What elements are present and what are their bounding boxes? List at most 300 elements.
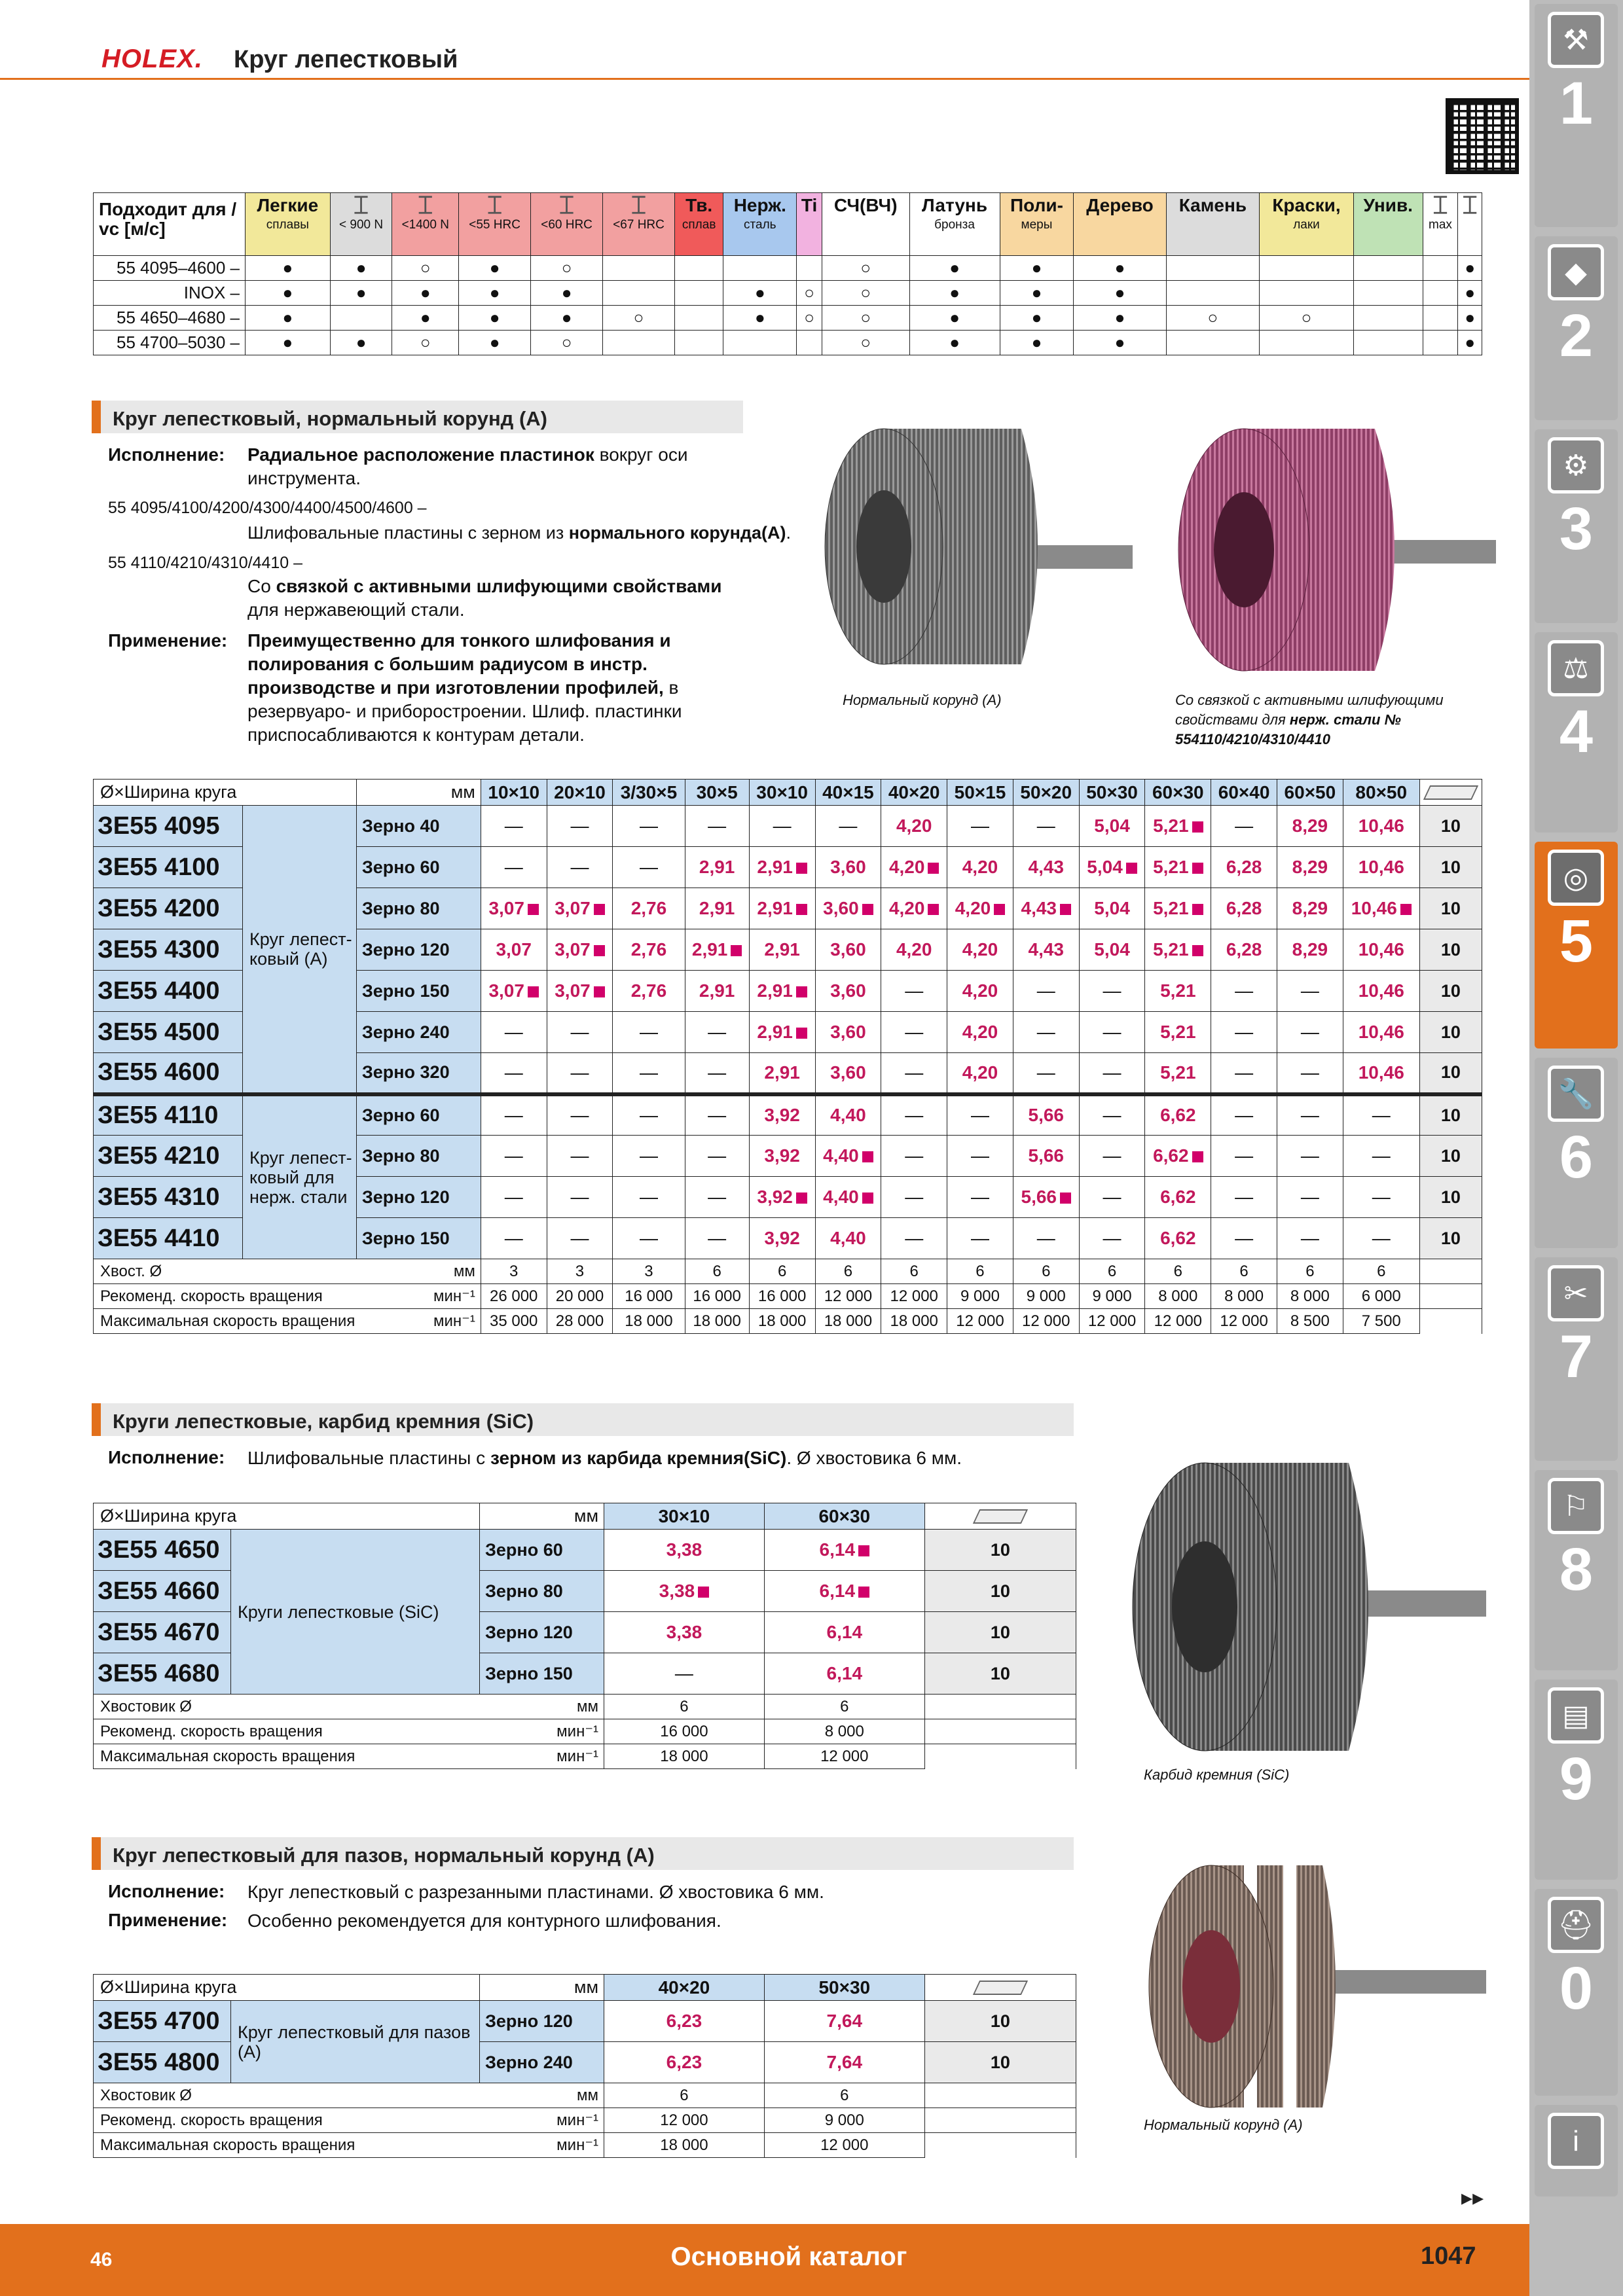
price-cell[interactable]	[1277, 1012, 1343, 1053]
price-cell[interactable]	[749, 847, 815, 888]
price-cell[interactable]	[947, 971, 1013, 1012]
price-cell[interactable]	[547, 971, 613, 1012]
compat-mark	[1353, 331, 1423, 355]
price-cell[interactable]	[1277, 929, 1343, 971]
price-value: —	[773, 816, 792, 836]
price-value: 6,62	[1160, 1105, 1196, 1126]
price-value: 6,62	[1160, 1187, 1196, 1207]
price-cell[interactable]	[1211, 1012, 1277, 1053]
price-cell[interactable]	[481, 1012, 547, 1053]
pack-qty: 10	[1419, 1094, 1482, 1136]
chapter-number: 8	[1559, 1536, 1594, 1603]
spec-label: Хвостовик Ø	[94, 1695, 480, 1719]
price-cell[interactable]	[749, 929, 815, 971]
price-cell[interactable]	[947, 1177, 1013, 1218]
sidebar-chapter-3[interactable]	[1535, 429, 1618, 623]
price-cell[interactable]	[947, 1012, 1013, 1053]
price-cell[interactable]	[749, 1012, 815, 1053]
order-number[interactable]	[94, 1612, 231, 1653]
price-value: —	[708, 1187, 727, 1207]
caption-inox: Со связкой с активными шлифующими свойствами для нерж. стали № 554110/4210/4310/4410	[1175, 692, 1444, 747]
price-cell[interactable]	[1079, 1094, 1145, 1136]
compat-mark: ●	[246, 306, 331, 331]
sidebar-chapter-0[interactable]	[1535, 1889, 1618, 2096]
price-cell[interactable]	[1013, 1094, 1079, 1136]
compat-mark: ○	[1260, 306, 1354, 331]
price-cell[interactable]	[764, 1612, 924, 1653]
price-cell[interactable]	[1145, 971, 1211, 1012]
price-cell[interactable]	[604, 2001, 765, 2042]
price-cell[interactable]	[481, 1218, 547, 1259]
price-cell[interactable]	[947, 1053, 1013, 1094]
price-cell[interactable]	[481, 1053, 547, 1094]
price-cell[interactable]	[815, 1012, 881, 1053]
compat-mark: ●	[1458, 331, 1482, 355]
price-cell[interactable]	[613, 1053, 685, 1094]
price-cell[interactable]	[1343, 806, 1419, 847]
price-cell[interactable]	[1277, 1136, 1343, 1177]
price-value: 2,76	[630, 898, 667, 918]
price-cell[interactable]	[1079, 1012, 1145, 1053]
sidebar-chapter-2[interactable]	[1535, 236, 1618, 420]
price-value: —	[1235, 1187, 1254, 1207]
price-cell[interactable]	[685, 1053, 749, 1094]
price-cell[interactable]	[1013, 847, 1079, 888]
price-cell[interactable]	[1211, 1094, 1277, 1136]
price-cell[interactable]	[685, 1012, 749, 1053]
order-number-text: 55 4500	[130, 1018, 220, 1046]
price-cell[interactable]	[1211, 1218, 1277, 1259]
price-cell[interactable]	[481, 1136, 547, 1177]
price-cell[interactable]	[1277, 847, 1343, 888]
price-cell[interactable]	[1211, 847, 1277, 888]
price-cell[interactable]	[881, 929, 947, 971]
compatibility-table	[93, 192, 1482, 355]
price-cell[interactable]	[881, 1218, 947, 1259]
price-cell[interactable]	[1079, 806, 1145, 847]
shaft-row	[94, 1259, 1482, 1284]
price-value: 3,07	[555, 939, 591, 960]
price-cell[interactable]	[1013, 888, 1079, 929]
price-cell[interactable]	[1013, 929, 1079, 971]
price-cell[interactable]	[749, 888, 815, 929]
price-cell[interactable]	[1079, 971, 1145, 1012]
price-cell[interactable]	[1211, 1177, 1277, 1218]
price-value: —	[504, 857, 523, 877]
price-cell[interactable]	[547, 1053, 613, 1094]
price-cell[interactable]	[749, 806, 815, 847]
brand-logo: HOLEX.	[101, 45, 203, 73]
price-cell[interactable]	[613, 806, 685, 847]
price-cell[interactable]	[1277, 1177, 1343, 1218]
price-cell[interactable]	[881, 1177, 947, 1218]
order-number[interactable]	[94, 1012, 243, 1053]
price-cell[interactable]	[1145, 888, 1211, 929]
price-cell[interactable]	[1145, 1136, 1211, 1177]
price-cell[interactable]	[947, 806, 1013, 847]
compat-mark: ●	[459, 331, 531, 355]
price-value: 4,20	[888, 857, 925, 877]
order-number[interactable]	[94, 2001, 231, 2042]
price-value: 2,91	[699, 857, 735, 877]
price-cell[interactable]	[1145, 929, 1211, 971]
price-cell[interactable]	[764, 2001, 924, 2042]
price-cell[interactable]	[1343, 1053, 1419, 1094]
price-value: —	[1036, 1228, 1055, 1248]
grain-label: Зерно 60	[480, 1530, 604, 1571]
price-cell[interactable]	[685, 888, 749, 929]
compat-mark: ●	[246, 281, 331, 306]
price-cell[interactable]	[481, 929, 547, 971]
price-value: —	[970, 816, 989, 836]
price-cell[interactable]	[1277, 971, 1343, 1012]
price-cell[interactable]	[1343, 1218, 1419, 1259]
price-cell[interactable]	[685, 1136, 749, 1177]
compat-col-6	[675, 193, 723, 256]
price-value: 5,21	[1153, 898, 1189, 918]
price-cell[interactable]	[604, 1571, 765, 1612]
price-cell[interactable]	[481, 847, 547, 888]
spec-value: 9 000	[1013, 1284, 1079, 1309]
price-cell[interactable]	[1013, 971, 1079, 1012]
size-col: 50×20	[1013, 780, 1079, 806]
next-page-arrows[interactable]: ▸▸	[1461, 2185, 1484, 2210]
stock-marker	[796, 904, 807, 915]
price-value: —	[905, 980, 924, 1001]
price-cell[interactable]	[1343, 1177, 1419, 1218]
price-cell[interactable]	[1211, 1136, 1277, 1177]
price-value: 3,60	[830, 1062, 866, 1083]
stock-marker	[698, 1587, 709, 1598]
price-cell[interactable]	[1079, 1218, 1145, 1259]
price-cell[interactable]	[1343, 929, 1419, 971]
caption-slot: Нормальный корунд (A)	[1144, 2117, 1303, 2133]
compat-col-sub: < 900 N	[339, 218, 384, 232]
compat-mark	[330, 306, 392, 331]
spec-label: Максимальная скорость вращения	[94, 2133, 480, 2158]
order-number[interactable]	[94, 1177, 243, 1218]
price-cell[interactable]	[1013, 1053, 1079, 1094]
price-value: —	[1372, 1145, 1391, 1166]
price-cell[interactable]	[547, 929, 613, 971]
price-cell[interactable]	[881, 1094, 947, 1136]
order-number[interactable]	[94, 2042, 231, 2083]
price-cell[interactable]	[547, 847, 613, 888]
price-value: —	[1300, 1145, 1319, 1166]
price-cell[interactable]	[1277, 1218, 1343, 1259]
price-cell[interactable]	[547, 1218, 613, 1259]
order-number[interactable]	[94, 888, 243, 929]
price-value: —	[1036, 1062, 1055, 1083]
price-cell[interactable]	[749, 1053, 815, 1094]
price-cell[interactable]	[547, 806, 613, 847]
chapter-number: 0	[1559, 1955, 1594, 2022]
compat-mark: ●	[392, 281, 459, 306]
price-cell[interactable]	[481, 888, 547, 929]
price-cell[interactable]	[1277, 1094, 1343, 1136]
price-cell[interactable]	[947, 1094, 1013, 1136]
compat-mark: ●	[1074, 331, 1166, 355]
price-cell[interactable]	[1013, 1177, 1079, 1218]
spec-empty	[1419, 1309, 1482, 1334]
price-cell[interactable]	[815, 1053, 881, 1094]
price-value: 6,23	[666, 2052, 702, 2072]
rec-speed-row	[94, 1284, 1482, 1309]
price-cell[interactable]	[1145, 1218, 1211, 1259]
price-cell[interactable]	[881, 847, 947, 888]
order-number[interactable]	[94, 1053, 243, 1094]
compat-mark: ○	[822, 281, 909, 306]
price-cell[interactable]	[1343, 1136, 1419, 1177]
price-cell[interactable]	[1277, 888, 1343, 929]
price-cell[interactable]	[613, 1218, 685, 1259]
price-value: —	[1103, 1022, 1122, 1042]
price-cell[interactable]	[1079, 929, 1145, 971]
price-cell[interactable]	[547, 1094, 613, 1136]
price-cell[interactable]	[947, 847, 1013, 888]
order-number[interactable]	[94, 929, 243, 971]
price-cell[interactable]	[613, 1094, 685, 1136]
compat-col-10	[909, 193, 1000, 256]
size-unit: мм	[480, 1503, 604, 1530]
price-cell[interactable]	[1079, 888, 1145, 929]
price-cell[interactable]	[685, 847, 749, 888]
price-cell[interactable]	[481, 1177, 547, 1218]
price-value: —	[1235, 980, 1254, 1001]
price-cell[interactable]	[764, 1571, 924, 1612]
price-cell[interactable]	[749, 1218, 815, 1259]
price-value: 2,91	[757, 1022, 793, 1042]
order-number[interactable]	[94, 1653, 231, 1695]
price-value: 2,91	[691, 939, 728, 960]
price-cell[interactable]	[749, 1094, 815, 1136]
price-cell[interactable]	[749, 1136, 815, 1177]
price-value: 5,04	[1094, 816, 1130, 836]
price-cell[interactable]	[1145, 847, 1211, 888]
stock-marker	[594, 945, 605, 956]
price-value: 5,04	[1094, 898, 1130, 918]
order-number[interactable]	[94, 1136, 243, 1177]
order-number[interactable]	[94, 847, 243, 888]
price-cell[interactable]	[749, 1177, 815, 1218]
price-cell[interactable]	[815, 1094, 881, 1136]
price-cell[interactable]	[613, 929, 685, 971]
stock-marker	[594, 986, 605, 997]
price-cell[interactable]	[1277, 806, 1343, 847]
section-title-slot: Круг лепестковый для пазов, нормальный корунд (A)	[92, 1837, 1074, 1870]
price-cell[interactable]	[1145, 1094, 1211, 1136]
size-col: 10×10	[481, 780, 547, 806]
price-cell[interactable]	[1013, 806, 1079, 847]
compat-mark: ●	[330, 256, 392, 281]
price-cell[interactable]	[815, 929, 881, 971]
order-tag: ЗЕ	[98, 2007, 130, 2035]
price-cell[interactable]	[1145, 1012, 1211, 1053]
price-cell[interactable]	[613, 971, 685, 1012]
price-cell[interactable]	[1277, 1053, 1343, 1094]
chapter-number: 6	[1559, 1124, 1594, 1191]
chapter-icon: ◆	[1548, 244, 1604, 300]
footer-title: Основной каталог	[670, 2242, 907, 2271]
compat-col-13	[1166, 193, 1259, 256]
price-value: 3,07	[488, 898, 524, 918]
price-cell[interactable]	[815, 1218, 881, 1259]
price-cell[interactable]	[604, 1653, 765, 1695]
price-cell[interactable]	[685, 806, 749, 847]
price-cell[interactable]	[815, 1136, 881, 1177]
price-cell[interactable]	[881, 1136, 947, 1177]
compat-mark	[675, 306, 723, 331]
price-cell[interactable]	[547, 1177, 613, 1218]
price-cell[interactable]	[815, 971, 881, 1012]
spec-value: 28 000	[547, 1309, 613, 1334]
price-cell[interactable]	[1211, 1053, 1277, 1094]
compat-mark: ●	[1458, 281, 1482, 306]
price-cell[interactable]	[1145, 1177, 1211, 1218]
price-value: 6,62	[1153, 1145, 1189, 1166]
order-number[interactable]	[94, 971, 243, 1012]
price-cell[interactable]	[685, 929, 749, 971]
sidebar-chapter-8[interactable]	[1535, 1470, 1618, 1670]
order-number[interactable]	[94, 1094, 243, 1136]
price-value: —	[1103, 1062, 1122, 1083]
price-cell[interactable]	[1343, 971, 1419, 1012]
order-number[interactable]	[94, 806, 243, 847]
price-cell[interactable]	[764, 1530, 924, 1571]
price-value: —	[1235, 1145, 1254, 1166]
order-number-text: 55 4700	[130, 2007, 220, 2035]
price-table-slot	[93, 1974, 1076, 2158]
price-cell[interactable]	[604, 2042, 765, 2083]
price-cell[interactable]	[547, 888, 613, 929]
section-title-sic: Круги лепестковые, карбид кремния (SiC)	[92, 1403, 1074, 1436]
order-number[interactable]	[94, 1571, 231, 1612]
sidebar-chapter-9[interactable]	[1535, 1679, 1618, 1880]
sidebar-chapter-5[interactable]	[1535, 842, 1618, 1049]
price-cell[interactable]	[604, 1612, 765, 1653]
price-cell[interactable]	[1013, 1218, 1079, 1259]
price-cell[interactable]	[1343, 847, 1419, 888]
price-cell[interactable]	[1145, 806, 1211, 847]
price-cell[interactable]	[1343, 888, 1419, 929]
sidebar-chapter-4[interactable]	[1535, 632, 1618, 833]
price-cell[interactable]	[1013, 1012, 1079, 1053]
price-cell[interactable]	[1079, 1053, 1145, 1094]
price-cell[interactable]	[547, 1136, 613, 1177]
price-cell[interactable]	[1343, 1012, 1419, 1053]
price-cell[interactable]	[947, 1136, 1013, 1177]
material-icon: ⌶	[559, 192, 574, 219]
price-cell[interactable]	[613, 1177, 685, 1218]
compat-mark: ●	[723, 306, 797, 331]
price-cell[interactable]	[815, 1177, 881, 1218]
price-cell[interactable]	[685, 1094, 749, 1136]
order-number[interactable]	[94, 1530, 231, 1571]
spec-empty	[1419, 1284, 1482, 1309]
spec-value: 35 000	[481, 1309, 547, 1334]
sidebar-chapter-7[interactable]	[1535, 1257, 1618, 1461]
sidebar-chapter-6[interactable]	[1535, 1058, 1618, 1248]
price-cell[interactable]	[947, 1218, 1013, 1259]
order-number-text: 55 4095	[130, 812, 220, 840]
price-cell[interactable]	[613, 847, 685, 888]
price-cell[interactable]	[685, 971, 749, 1012]
order-tag: ЗЕ	[98, 812, 130, 840]
price-cell[interactable]	[481, 971, 547, 1012]
shaft-row	[94, 2083, 1076, 2108]
price-cell[interactable]	[1079, 1136, 1145, 1177]
price-cell[interactable]	[685, 1218, 749, 1259]
price-cell[interactable]	[1343, 1094, 1419, 1136]
price-cell[interactable]	[815, 888, 881, 929]
price-cell[interactable]	[1211, 929, 1277, 971]
price-value: 4,40	[830, 1105, 866, 1126]
page-number-left: 46	[90, 2249, 113, 2270]
price-cell[interactable]	[604, 1530, 765, 1571]
price-value: 5,66	[1028, 1145, 1064, 1166]
order-number[interactable]	[94, 1218, 243, 1259]
price-cell[interactable]	[1211, 806, 1277, 847]
price-cell[interactable]	[1013, 1136, 1079, 1177]
price-cell[interactable]	[1211, 971, 1277, 1012]
price-cell[interactable]	[613, 1012, 685, 1053]
spec-value: 18 000	[604, 2133, 765, 2158]
size-col: 60×30	[1145, 780, 1211, 806]
compat-mark: ●	[909, 256, 1000, 281]
price-cell[interactable]	[764, 2042, 924, 2083]
price-value: 4,20	[962, 857, 998, 877]
price-cell[interactable]	[1145, 1053, 1211, 1094]
price-cell[interactable]	[881, 971, 947, 1012]
chapter-icon: ⚐	[1548, 1478, 1604, 1534]
price-cell[interactable]	[881, 1012, 947, 1053]
price-cell[interactable]	[481, 806, 547, 847]
stock-marker	[1192, 821, 1203, 833]
price-value: —	[1372, 1228, 1391, 1248]
price-cell[interactable]	[613, 1136, 685, 1177]
price-value: —	[970, 1228, 989, 1248]
price-cell[interactable]	[881, 888, 947, 929]
price-cell[interactable]	[481, 1094, 547, 1136]
price-cell[interactable]	[947, 888, 1013, 929]
price-cell[interactable]	[547, 1012, 613, 1053]
spec-empty	[924, 2083, 1076, 2108]
compat-col-15	[1353, 193, 1423, 256]
price-cell[interactable]	[881, 806, 947, 847]
price-cell[interactable]	[685, 1177, 749, 1218]
price-cell[interactable]	[815, 806, 881, 847]
price-cell[interactable]	[947, 929, 1013, 971]
price-value: —	[639, 857, 658, 877]
chapter-number: 4	[1559, 698, 1594, 765]
slot-execution-label: Исполнение:	[108, 1881, 225, 1901]
compat-mark	[1260, 331, 1354, 355]
price-cell[interactable]	[1079, 1177, 1145, 1218]
sidebar-chapter-1[interactable]	[1535, 4, 1618, 227]
qr-code[interactable]	[1446, 98, 1519, 174]
spec-empty	[924, 1744, 1076, 1769]
price-cell[interactable]	[764, 1653, 924, 1695]
grain-label: Зерно 80	[480, 1571, 604, 1612]
price-cell[interactable]	[1211, 888, 1277, 929]
price-cell[interactable]	[613, 888, 685, 929]
sidebar-chapter-i[interactable]	[1535, 2105, 1618, 2197]
price-cell[interactable]	[749, 971, 815, 1012]
price-cell[interactable]	[815, 847, 881, 888]
price-cell[interactable]	[881, 1053, 947, 1094]
order-tag: ЗЕ	[98, 1141, 130, 1170]
price-cell[interactable]	[1079, 847, 1145, 888]
